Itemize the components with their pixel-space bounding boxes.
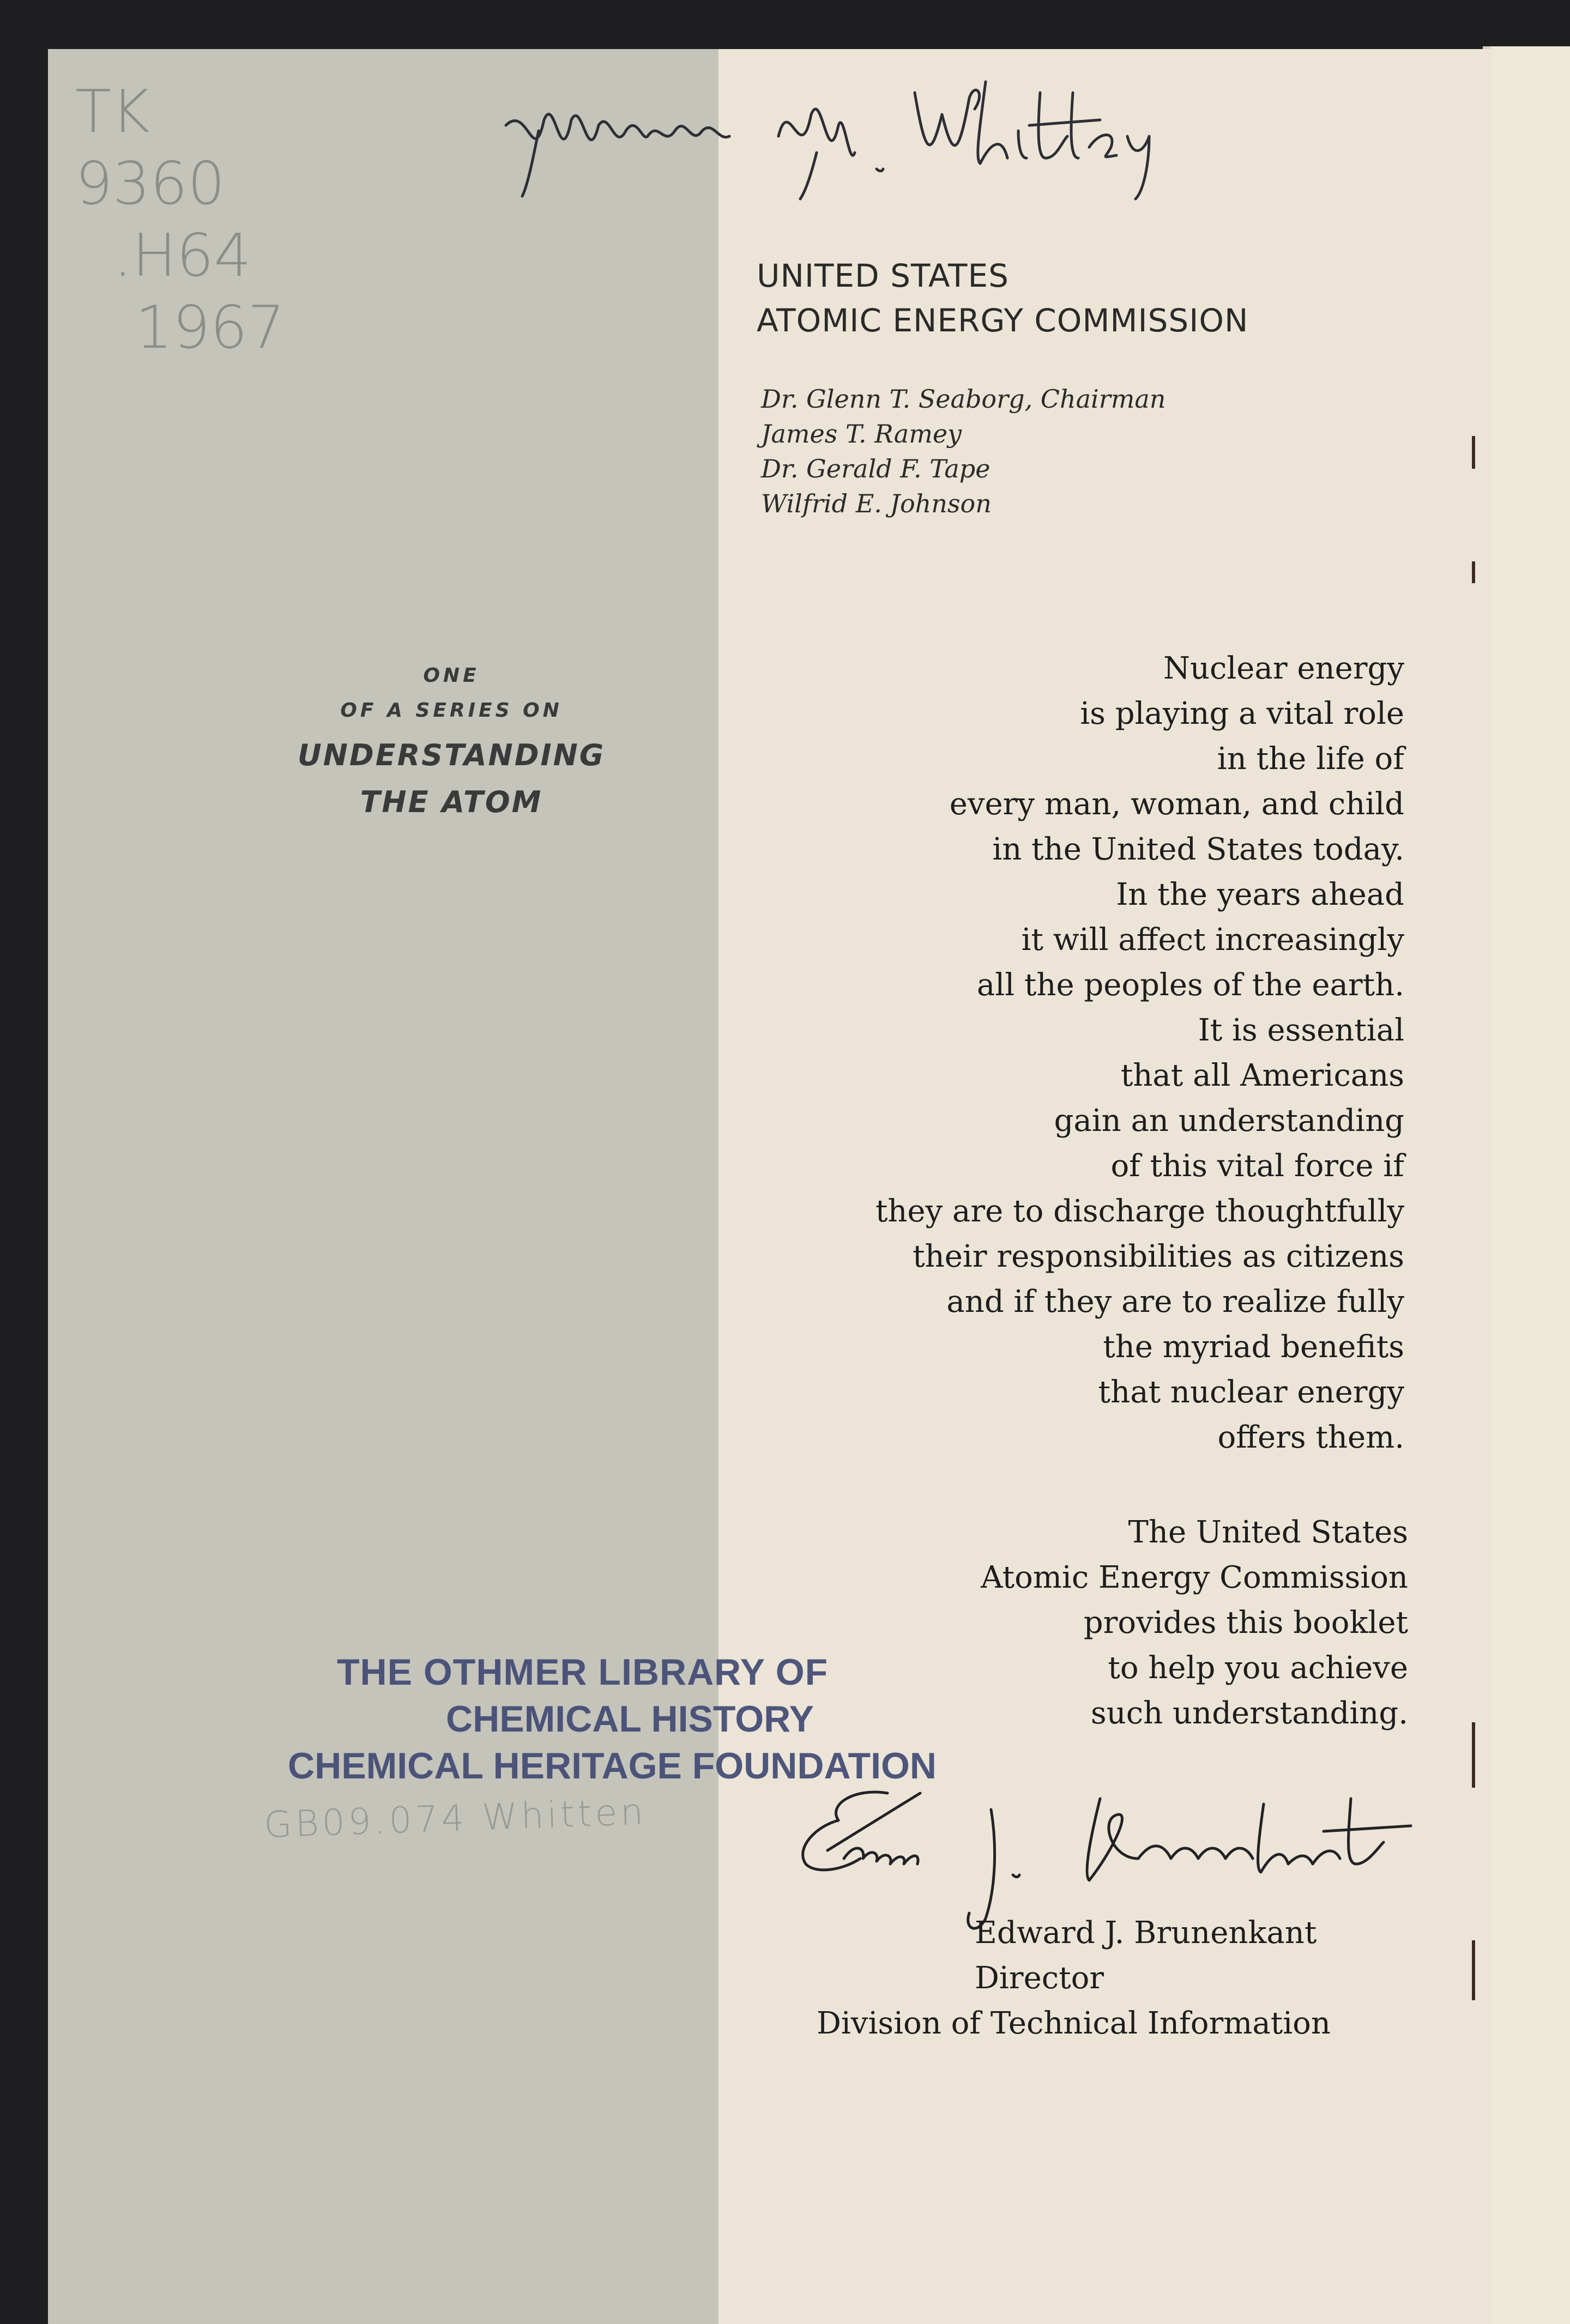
statement-line: In the years ahead [1116, 877, 1404, 912]
purpose-line: Atomic Energy Commission [981, 1560, 1408, 1595]
commission-members [761, 382, 1470, 521]
stamp-line: CHEMICAL HISTORY [446, 1698, 814, 1740]
signatory-title: Director [975, 1960, 1104, 1996]
statement-line: every man, woman, and child [949, 786, 1404, 822]
call-number-line: 9360 [75, 150, 225, 218]
purpose-line: such understanding. [1090, 1696, 1408, 1731]
member-name: Wilfrid E. Johnson [761, 489, 992, 518]
series-line-of-a-series: OF A SERIES ON [340, 699, 563, 722]
commission-line-1: UNITED STATES [757, 257, 1009, 294]
spine-mark [1472, 561, 1475, 583]
signatory-block [817, 1910, 1471, 2046]
statement-line: gain an understanding [1054, 1103, 1404, 1139]
member-name: Dr. Glenn T. Seaborg, Chairman [761, 384, 1166, 414]
book-page [48, 49, 1493, 2324]
statement-line: in the life of [1217, 741, 1404, 777]
statement-line: Nuclear energy [1163, 651, 1404, 686]
series-caption [195, 658, 708, 830]
statement-line: it will affect increasingly [1021, 922, 1404, 958]
owner-signature-scribble [495, 60, 1231, 202]
handwritten-accession-number: GB09.074 Whitten [263, 1790, 648, 1846]
statement-line: in the United States today. [992, 832, 1404, 867]
handwritten-call-number [75, 76, 304, 364]
commission-line-2: ATOMIC ENERGY COMMISSION [757, 302, 1249, 339]
purpose-line: provides this booklet [1083, 1605, 1408, 1641]
statement-line: is playing a vital role [1080, 696, 1404, 731]
spine-mark [1472, 1940, 1475, 2000]
series-title-understanding: UNDERSTANDING [297, 738, 606, 772]
purpose-line: to help you achieve [1108, 1650, 1408, 1686]
statement-line: the myriad benefits [1103, 1329, 1404, 1365]
statement-line: offers them. [1217, 1420, 1404, 1455]
call-number-line: TK [75, 78, 150, 146]
library-stamp [244, 1649, 937, 1789]
signatory-name: Edward J. Brunenkant [975, 1915, 1317, 1951]
grey-side-panel [48, 49, 718, 2324]
member-name: James T. Ramey [761, 419, 962, 449]
statement-line: of this vital force if [1110, 1148, 1404, 1184]
statement-line: that all Americans [1120, 1058, 1404, 1093]
series-line-one: ONE [423, 664, 480, 687]
purpose-line: The United States [1128, 1515, 1408, 1550]
statement-line: that nuclear energy [1098, 1375, 1404, 1410]
statement-line: and if they are to realize fully [946, 1284, 1404, 1320]
statement-line: all the peoples of the earth. [976, 967, 1404, 1003]
stamp-line: CHEMICAL HERITAGE FOUNDATION [288, 1745, 937, 1787]
series-title-the-atom: THE ATOM [360, 785, 543, 819]
signatory-division: Division of Technical Information [817, 2006, 1331, 2041]
spine-mark [1472, 1722, 1475, 1788]
statement-line: their responsibilities as citizens [913, 1239, 1404, 1274]
mission-statement [729, 646, 1404, 1460]
stamp-line: THE OTHMER LIBRARY OF [337, 1651, 829, 1693]
statement-line: It is essential [1198, 1013, 1404, 1048]
statement-line: they are to discharge thoughtfully [875, 1194, 1404, 1229]
call-number-line: 1967 [135, 294, 285, 362]
member-name: Dr. Gerald F. Tape [761, 454, 991, 483]
adjacent-page-edge [1491, 46, 1570, 2324]
commission-heading [757, 253, 1465, 343]
spine-mark [1472, 436, 1475, 469]
call-number-line: .H64 [113, 222, 251, 290]
